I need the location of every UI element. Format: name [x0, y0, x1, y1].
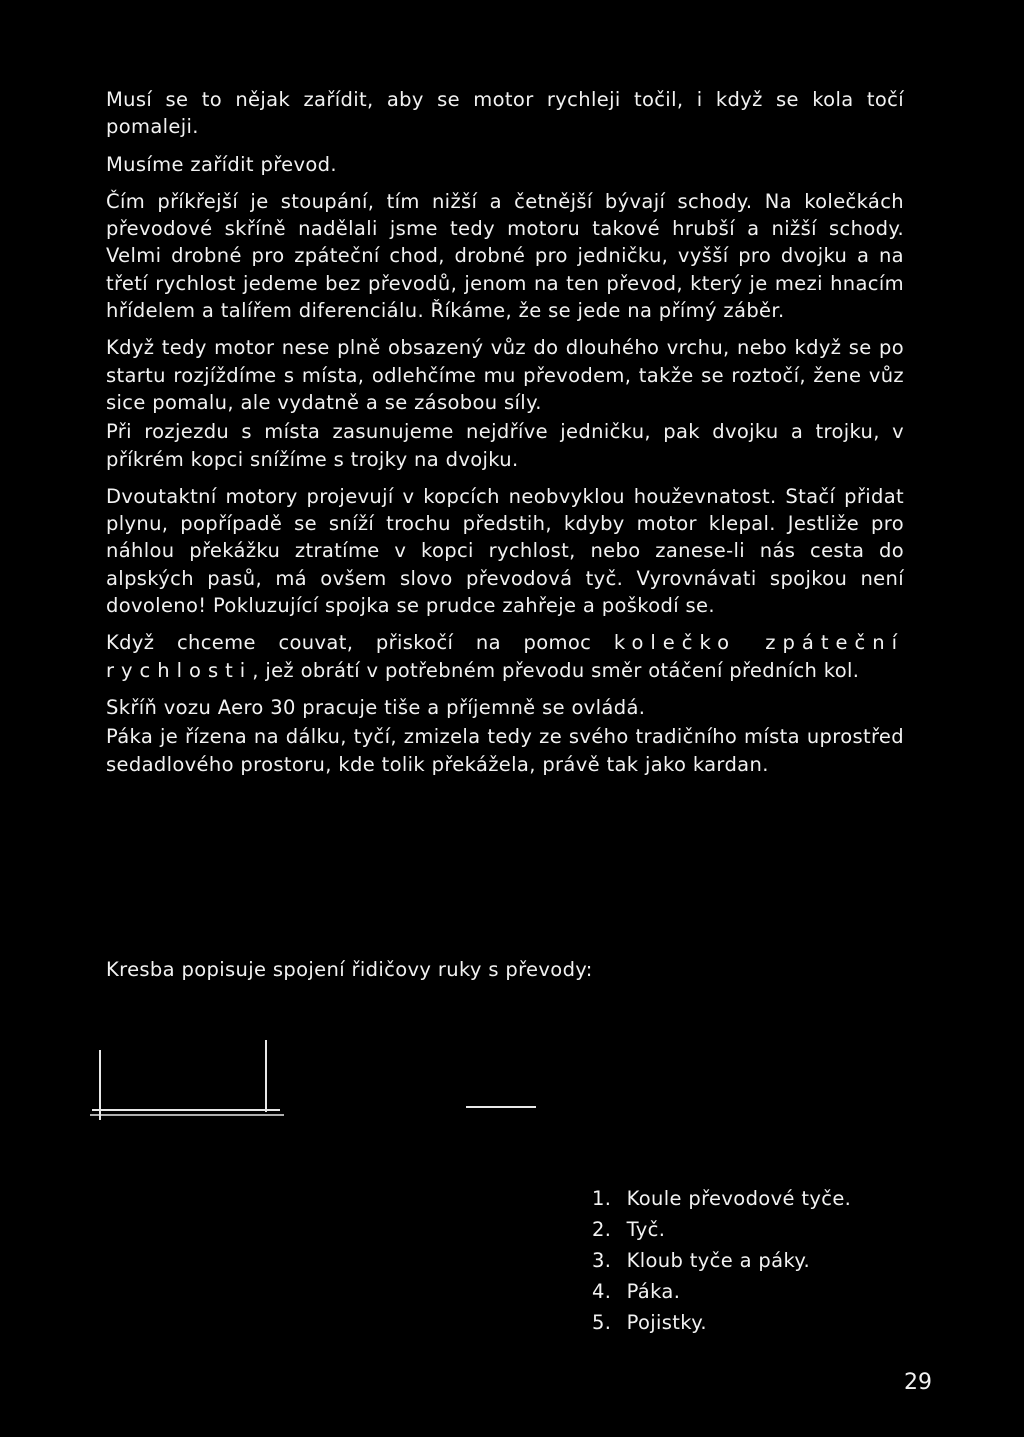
legend-item: [592, 1276, 851, 1307]
gear-linkage-drawing: [84, 1040, 554, 1130]
paragraph: Když tedy motor nese plně obsazený vůz do dlouhého vrchu, nebo když se po startu rozjíždíme s místa, odlehčíme mu převodem, takže se roztočí, žene vůz sice pomalu, ale vydatně a se zásobou síly.: [106, 336, 904, 414]
paragraph: Páka je řízena na dálku, tyčí, zmizela tedy ze svého tradičního místa uprostřed sedadlového prostoru, kde tolik překážela, právě tak jako kardan.: [106, 725, 904, 776]
paragraph: Dvoutaktní motory projevují v kopcích neobvyklou houževnatost. Stačí přidat plynu, popřípadě se sníží trochu předstih, kdyby motor klepal. Jestliže pro náhlou překážku ztratíme v kopci rychlost, nebo zanese-li nás cesta do alpských pasů, má ovšem slovo převodová tyč. Vyrovnávati spojkou není dovoleno! Pokluzující spojka se prudce zahřeje a poškodí se.: [106, 484, 904, 618]
legend-text: Páka.: [626, 1280, 681, 1303]
body-text: [106, 86, 904, 788]
legend-item: [592, 1245, 851, 1276]
legend-item: [592, 1183, 851, 1214]
legend-item: [592, 1214, 851, 1245]
legend-text: Pojistky.: [626, 1311, 707, 1334]
figure-caption: Kresba popisuje spojení řidičovy ruky s převody:: [106, 958, 593, 981]
legend-number: 4.: [592, 1280, 612, 1303]
legend-number: 2.: [592, 1218, 612, 1241]
paragraph: Musíme zařídit převod.: [106, 152, 337, 176]
legend-item: [592, 1307, 851, 1338]
reverse-text-before: Když chceme couvat, přiskočí na pomoc: [106, 631, 614, 655]
legend-list: [592, 1183, 851, 1338]
legend-text: Tyč.: [626, 1218, 666, 1241]
legend-text: Koule převodové tyče.: [626, 1187, 852, 1210]
legend-text: Kloub tyče a páky.: [626, 1249, 811, 1272]
paragraph: Musí se to nějak zařídit, aby se motor rychleji točil, i když se kola točí pomaleji.: [106, 88, 904, 139]
reverse-text-spaced: kolečko zpáteční rychlosti: [106, 631, 904, 682]
legend-number: 3.: [592, 1249, 612, 1272]
legend-number: 1.: [592, 1187, 612, 1210]
legend-number: 5.: [592, 1311, 612, 1334]
reverse-gear-paragraph: [106, 629, 904, 684]
paragraph: Skříň vozu Aero 30 pracuje tiše a příjemně se ovládá.: [106, 695, 646, 719]
page-number: 29: [904, 1370, 932, 1395]
paragraph: Čím příkřejší je stoupání, tím nižší a četnější bývají schody. Na kolečkách převodové skříně nadělali jsme tedy motoru takové hrubší a nižší schody. Velmi drobné pro zpáteční chod, drobné pro jedničku, vyšší pro dvojku a na třetí rychlost jedeme bez převodů, jenom na ten převod, který je mezi hnacím hřídelem a talířem diferenciálu. Říkáme, že se jede na přímý záběr.: [106, 189, 904, 323]
paragraph: Při rozjezdu s místa zasunujeme nejdříve jedničku, pak dvojku a trojku, v příkrém kopci snížíme s trojky na dvojku.: [106, 420, 904, 471]
reverse-text-after: , jež obrátí v potřebném převodu směr otáčení předních kol.: [252, 658, 860, 682]
